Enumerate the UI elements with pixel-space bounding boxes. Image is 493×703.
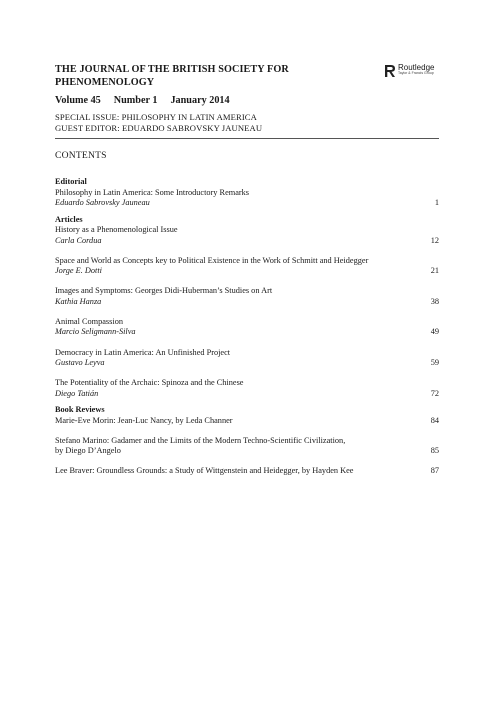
entry-page-number: 72 bbox=[430, 388, 439, 398]
entry-page-number: 84 bbox=[430, 415, 439, 425]
toc-entry bbox=[55, 348, 439, 369]
page bbox=[55, 64, 439, 477]
entry-title: The Potentiality of the Archaic: Spinoza and the Chinese bbox=[55, 378, 244, 388]
entry-title: Philosophy in Latin America: Some Introductory Remarks bbox=[55, 187, 250, 197]
publisher-name: Routledge bbox=[398, 63, 435, 72]
publisher-group: Taylor & Francis Group bbox=[398, 71, 434, 75]
entry-author: Diego Tatián bbox=[55, 388, 99, 398]
toc-section bbox=[55, 405, 439, 477]
table-of-contents bbox=[55, 177, 439, 477]
entry-title: Democracy in Latin America: An Unfinished Project bbox=[55, 347, 231, 357]
entry-title: by Diego D’Angelo bbox=[55, 446, 121, 456]
entry-title: Lee Braver: Groundless Grounds: a Study of Wittgenstein and Heidegger, by Hayden Kee bbox=[55, 466, 354, 476]
entry-title: Stefano Marino: Gadamer and the Limits of the Modern Techno-Scientific Civilization, bbox=[55, 435, 346, 445]
entry-title: History as a Phenomenological Issue bbox=[55, 225, 178, 235]
section-heading: Book Reviews bbox=[55, 405, 105, 415]
entry-author: Kathia Hanza bbox=[55, 296, 102, 306]
toc-entry bbox=[55, 188, 439, 209]
issue-number: Number 1 bbox=[113, 95, 158, 106]
entry-author: Marcio Seligmann-Silva bbox=[55, 327, 136, 337]
journal-title bbox=[55, 64, 325, 89]
entry-page-number: 49 bbox=[430, 327, 439, 337]
special-issue-block bbox=[55, 112, 439, 133]
journal-title-line1: THE JOURNAL OF THE BRITISH SOCIETY FOR bbox=[55, 64, 289, 75]
entry-title: Marie-Eve Morin: Jean-Luc Nancy, by Leda Channer bbox=[55, 415, 233, 425]
toc-section bbox=[55, 177, 439, 208]
publisher-logo bbox=[384, 64, 434, 78]
section-heading: Articles bbox=[55, 214, 83, 224]
entry-author: Gustavo Leyva bbox=[55, 357, 105, 367]
entry-page-number: 21 bbox=[430, 266, 439, 276]
entry-page-number: 87 bbox=[430, 466, 439, 476]
toc-section bbox=[55, 215, 439, 399]
entry-page-number: 85 bbox=[430, 446, 439, 456]
entry-title: Animal Compassion bbox=[55, 316, 123, 326]
toc-entry bbox=[55, 225, 439, 246]
toc-entry bbox=[55, 317, 439, 338]
journal-title-line2: PHENOMENOLOGY bbox=[55, 76, 155, 88]
issue-date: January 2014 bbox=[170, 95, 230, 106]
entry-title: Images and Symptoms: Georges Didi-Huberman’s Studies on Art bbox=[55, 286, 273, 296]
toc-entry bbox=[55, 416, 439, 426]
toc-entry bbox=[55, 256, 439, 277]
entry-page-number: 1 bbox=[434, 198, 439, 207]
entry-author: Jorge E. Dotti bbox=[55, 266, 102, 276]
toc-entry bbox=[55, 466, 439, 476]
section-heading: Editorial bbox=[55, 177, 87, 187]
volume-line bbox=[55, 95, 439, 107]
toc-entry bbox=[55, 286, 439, 307]
guest-editor: GUEST EDITOR: EDUARDO SABROVSKY JAUNEAU bbox=[55, 122, 263, 133]
special-issue-title: SPECIAL ISSUE: PHILOSOPHY IN LATIN AMERICA bbox=[55, 112, 257, 122]
routledge-logo-icon bbox=[384, 64, 396, 78]
entry-page-number: 38 bbox=[430, 296, 439, 306]
toc-entry bbox=[55, 436, 439, 457]
entry-author: Eduardo Sabrovsky Jauneau bbox=[55, 198, 150, 207]
divider bbox=[55, 138, 439, 139]
entry-author: Carla Cordua bbox=[55, 235, 102, 245]
entry-page-number: 12 bbox=[430, 235, 439, 245]
entry-page-number: 59 bbox=[430, 357, 439, 367]
toc-entry bbox=[55, 378, 439, 399]
volume: Volume 45 bbox=[55, 95, 101, 106]
entry-title: Space and World as Concepts key to Political Existence in the Work of Schmitt and Heidegger bbox=[55, 255, 369, 265]
contents-heading: CONTENTS bbox=[55, 150, 107, 162]
